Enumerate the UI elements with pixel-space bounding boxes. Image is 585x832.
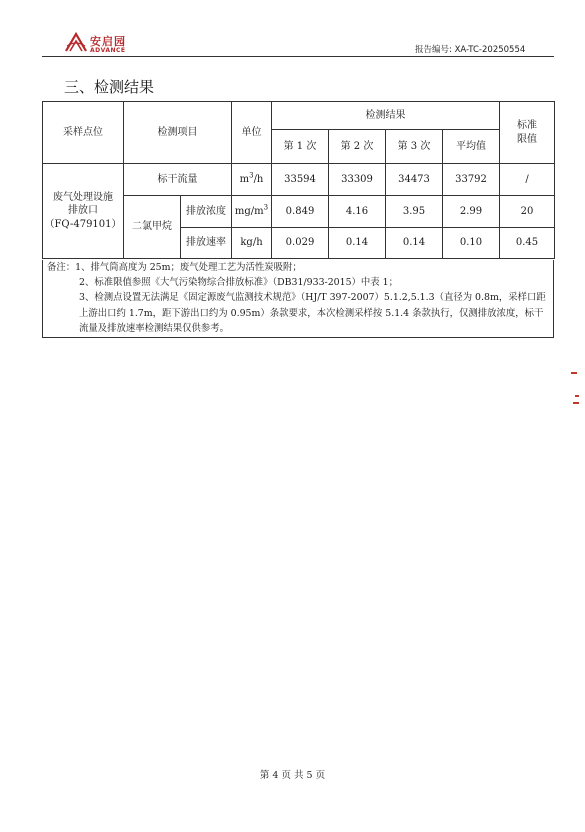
flow-run-2: 33309: [329, 164, 386, 196]
sampling-point-line2: 排放口: [68, 205, 98, 217]
rate-run-2: 0.14: [329, 228, 386, 259]
unit-conc-sup: 3: [263, 203, 269, 212]
rate-run-1: 0.029: [272, 228, 329, 259]
rate-standard: 0.45: [500, 228, 555, 259]
flow-average: 33792: [443, 164, 500, 196]
scan-edge-mark: [573, 402, 579, 404]
remark-2: 2、标准限值参照《大气污染物综合排放标准》（DB31/933-2015）中表 1；: [79, 277, 399, 288]
page-footer: 第 4 页 共 5 页: [259, 770, 326, 781]
header-standard-limit: [500, 102, 555, 164]
remarks-box: [42, 260, 554, 338]
company-logo: [64, 31, 144, 59]
flow-standard: /: [500, 164, 555, 196]
unit-emission-rate: kg/h: [232, 228, 272, 259]
logo-chinese-text: 安启园: [90, 35, 126, 48]
header-sampling-point: 采样点位: [43, 102, 124, 164]
header-run-3: 第 3 次: [386, 130, 443, 164]
header-standard-line1: 标准: [517, 120, 537, 131]
sampling-point-line1: 废气处理设施: [53, 191, 113, 203]
header-test-item: 检测项目: [124, 102, 232, 164]
results-table: [42, 101, 555, 259]
unit-flow-tail: /h: [253, 173, 264, 185]
conc-run-1: 0.849: [272, 196, 329, 228]
header-run-1: 第 1 次: [272, 130, 329, 164]
pollutant-name: 二氯甲烷: [124, 196, 181, 259]
unit-flow-base: m: [239, 173, 250, 185]
scan-edge-mark: [575, 395, 579, 397]
conc-run-2: 4.16: [329, 196, 386, 228]
section-title: 三、检测结果: [64, 78, 155, 96]
unit-concentration: [232, 196, 272, 228]
flow-run-1: 33594: [272, 164, 329, 196]
header-test-result: 检测结果: [272, 102, 500, 130]
report-number: 报告编号: XA-TC-20250554: [415, 45, 526, 55]
item-flow-rate: 标干流量: [124, 164, 232, 196]
item-emission-rate: 排放速率: [181, 228, 232, 259]
sampling-point-cell: [43, 164, 124, 259]
conc-average: 2.99: [443, 196, 500, 228]
header-average: 平均值: [443, 130, 500, 164]
remark-3: 3、检测点设置无法满足《固定源废气监测技术规范》（HJ/T 397-2007）5.1.2,5.1.3（直径为 0.8m，采样口距上游出口约 1.7m，距下游出口约为 0.95m）条款要求，本次检测采样按 5.1.4 条款执行，仅测排放浓度，标干流量及排放速率检测结果仅供参考。: [79, 292, 546, 334]
item-concentration: 排放浓度: [181, 196, 232, 228]
rate-average: 0.10: [443, 228, 500, 259]
logo-english-text: ADVANCE: [90, 47, 126, 54]
header-unit: 单位: [232, 102, 272, 164]
rate-run-3: 0.14: [386, 228, 443, 259]
unit-flow-rate: [232, 164, 272, 196]
header-standard-line2: 限值: [517, 133, 537, 145]
scan-edge-mark: [571, 372, 577, 374]
header-divider: [42, 56, 554, 57]
remark-1: 备注：1、排气筒高度为 25m；废气处理工艺为活性炭吸附；: [47, 262, 302, 273]
unit-flow-sup: 3: [249, 171, 254, 180]
flow-run-3: 34473: [386, 164, 443, 196]
unit-conc-base: mg/m: [234, 205, 264, 217]
header-run-2: 第 2 次: [329, 130, 386, 164]
logo-icon: [64, 31, 88, 53]
sampling-point-line3: （FQ-479101）: [44, 218, 122, 230]
conc-run-3: 3.95: [386, 196, 443, 228]
conc-standard: 20: [500, 196, 555, 228]
